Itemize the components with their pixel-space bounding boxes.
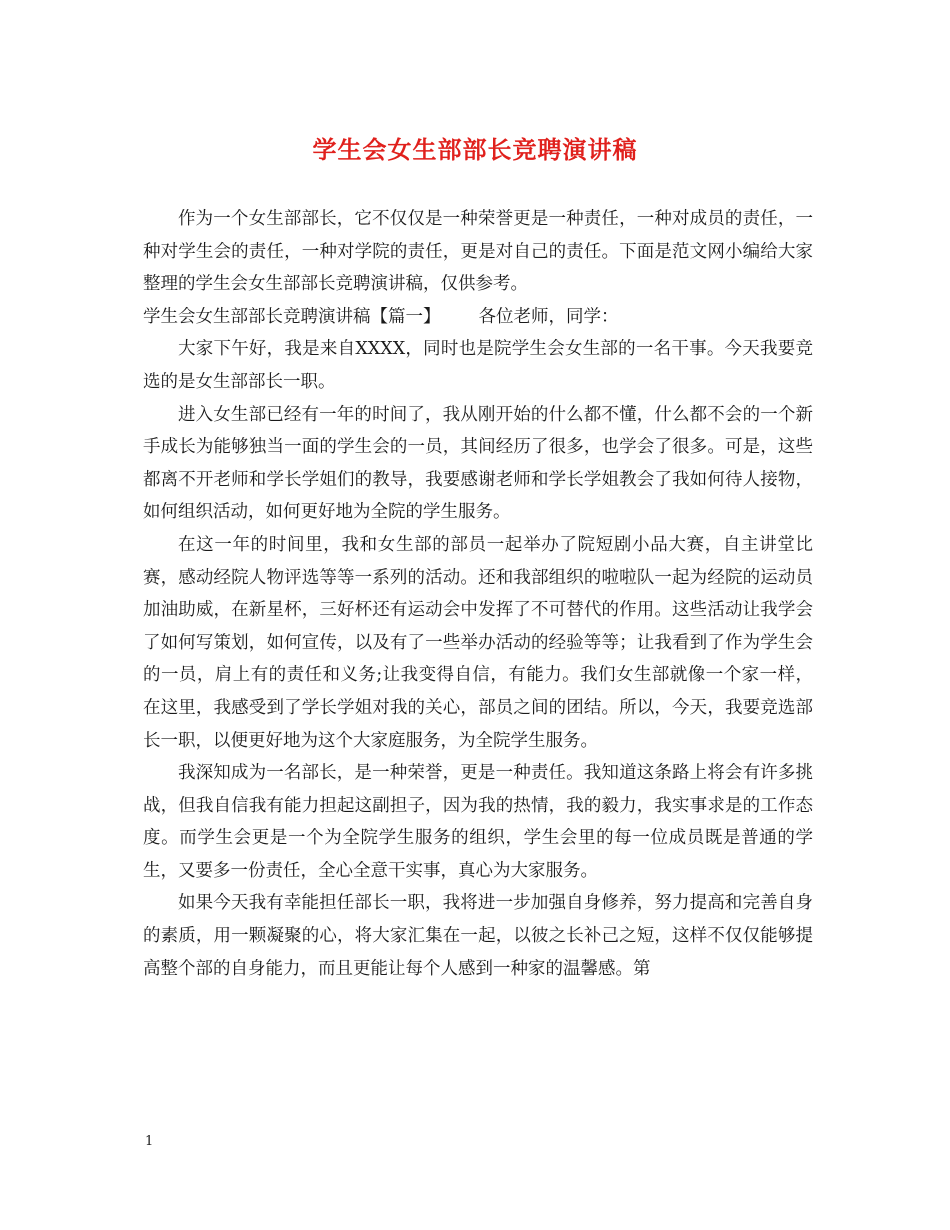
body-paragraph-4: 我深知成为一名部长，是一种荣誉，更是一种责任。我知道这条路上将会有许多挑战，但我自信我有能力担起这副担子，因为我的热情，我的毅力，我实事求是的工作态度。而学生会更是一个为全院学生服务的组织，学生会里的每一位成员既是普通的学生，又要多一份责任，全心全意干实事，真心为大家服务。 [143,763,813,881]
body-paragraph-2: 进入女生部已经有一年的时间了，我从刚开始的什么都不懂，什么都不会的一个新手成长为能够独当一面的学生会的一员，其间经历了很多，也学会了很多。可是，这些都离不开老师和学长学姐们的教导，我要感谢老师和学长学姐教会了我如何待人接物，如何组织活动，如何更好地为全院的学生服务。 [143,404,813,523]
section-heading: 学生会女生部部长竞聘演讲稿【篇一】 [143,306,441,327]
body-paragraph-3: 在这一年的时间里，我和女生部的部员一起举办了院短剧小品大赛，自主讲堂比赛，感动经院人物评选等等一系列的活动。还和我部组织的啦啦队一起为经院的运动员加油助威，在新星杯，三好杯还有运动会中发挥了不可替代的作用。这些活动让我学会了如何写策划，如何宣传，以及有了一些举办活动的经验等等；让我看到了作为学生会的一员，肩上有的责任和义务;让我变得自信，有能力。我们女生部就像一个家一样，在这里，我感受到了学长学姐对我的关心，部员之间的团结。所以，今天，我要竞选部长一职，以便更好地为这个大家庭服务，为全院学生服务。 [143,534,813,751]
salutation: 各位老师，同学： [478,306,619,327]
body-paragraph-5: 如果今天我有幸能担任部长一职，我将进一步加强自身修养，努力提高和完善自身的素质，用一颗凝聚的心，将大家汇集在一起，以彼之长补己之短，这样不仅仅能够提高整个部的自身能力，而且更能让每个人感到一种家的温馨感。第 [143,893,813,979]
section-heading-line [143,301,813,334]
document-title: 学生会女生部部长竞聘演讲稿 [312,135,638,164]
page-number: 1 [145,1134,154,1149]
body-paragraph-1: 大家下午好，我是来自XXXX，同时也是院学生会女生部的一名干事。今天我要竞选的是女生部部长一职。 [143,339,813,392]
document-body [143,203,813,985]
intro-paragraph: 作为一个女生部部长，它不仅仅是一种荣誉更是一种责任，一种对成员的责任，一种对学生会的责任，一种对学院的责任，更是对自己的责任。下面是范文网小编给大家整理的学生会女生部部长竞聘演讲稿，仅供参考。 [143,209,813,295]
